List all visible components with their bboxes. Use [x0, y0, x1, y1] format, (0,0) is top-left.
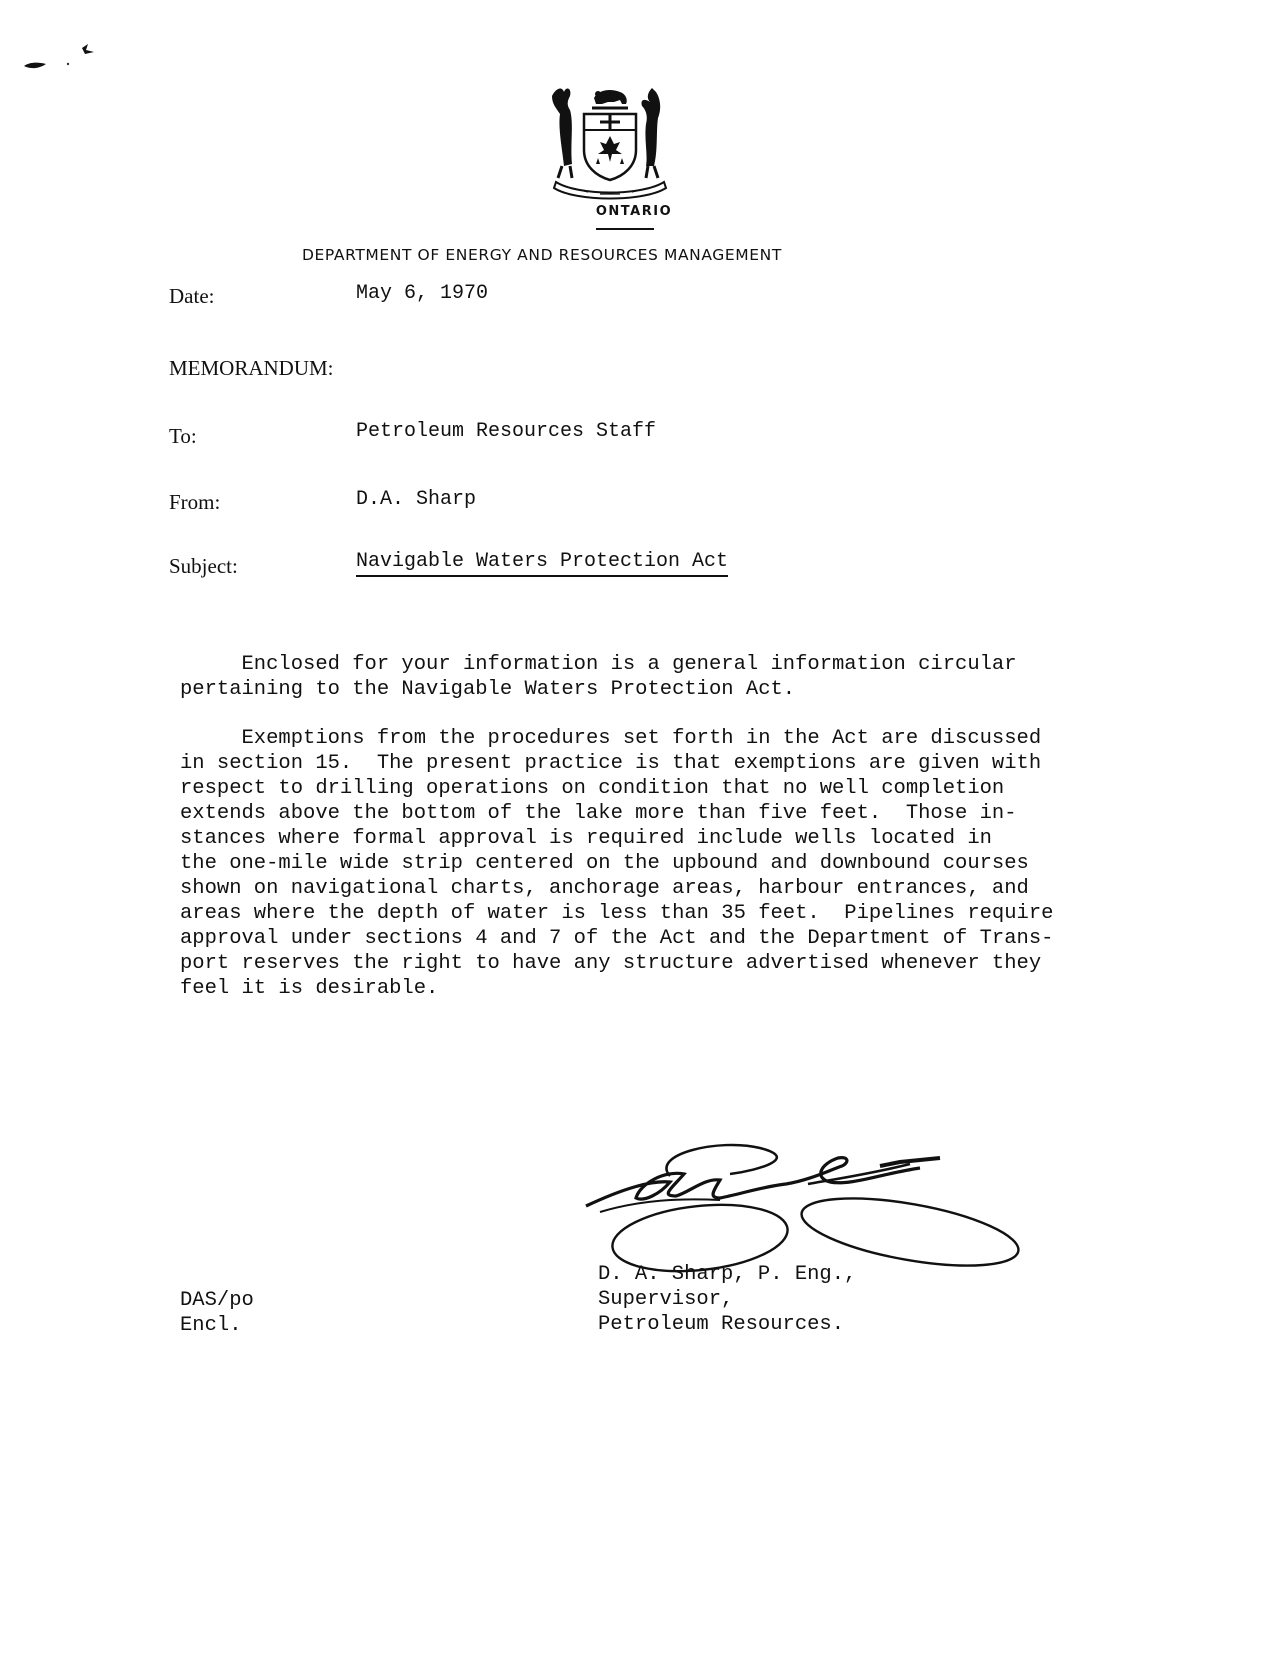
from-label: From:: [169, 490, 221, 514]
enclosure-note: Encl.: [180, 1314, 242, 1337]
signature-block: [598, 1262, 856, 1337]
department-name: DEPARTMENT OF ENERGY AND RESOURCES MANAGEMENT: [302, 246, 782, 264]
signatory-unit: Petroleum Resources.: [598, 1313, 845, 1336]
to-label: To:: [169, 424, 197, 448]
signatory-name: D. A. Sharp, P. Eng.,: [598, 1263, 857, 1286]
signatory-title: Supervisor,: [598, 1288, 734, 1311]
subject-value: Navigable Waters Protection Act: [356, 550, 728, 577]
date-value: May 6, 1970: [356, 282, 489, 305]
body-paragraph-2: Exemptions from the procedures set forth in the Act are discussed in section 15. The present practice is that exemptions are given with respect to drilling operations on condition that no well completion extends above the bottom of the lake more than five feet. Those in- stances where formal approval is required include wells located in the one-mile wide strip centered on the upbound and downbound courses shown on navigational charts, anchorage areas, harbour entrances, and areas where the depth of water is less than 35 feet. Pipelines require approval under sections 4 and 7 of the Act and the Department of Trans- port reserves the right to have any structure advertised whenever they feel it is desirable.: [180, 727, 1054, 1000]
typist-initials: DAS/po: [180, 1289, 254, 1312]
subject-label: Subject:: [169, 554, 238, 578]
province-name: ONTARIO: [595, 204, 673, 219]
divider: [596, 228, 654, 230]
date-label: Date:: [169, 284, 215, 308]
from-value: D.A. Sharp: [356, 488, 477, 511]
ontario-coat-of-arms-icon: [548, 84, 672, 202]
memo-title: MEMORANDUM:: [169, 356, 334, 380]
body-paragraph-1: Enclosed for your information is a general information circular pertaining to the Navigable Waters Protection Act.: [180, 653, 1017, 701]
handwritten-signature-icon: [580, 1140, 1040, 1280]
typist-initials-block: [180, 1288, 254, 1338]
scan-speck-icon: [20, 40, 100, 80]
to-value: Petroleum Resources Staff: [356, 420, 657, 443]
